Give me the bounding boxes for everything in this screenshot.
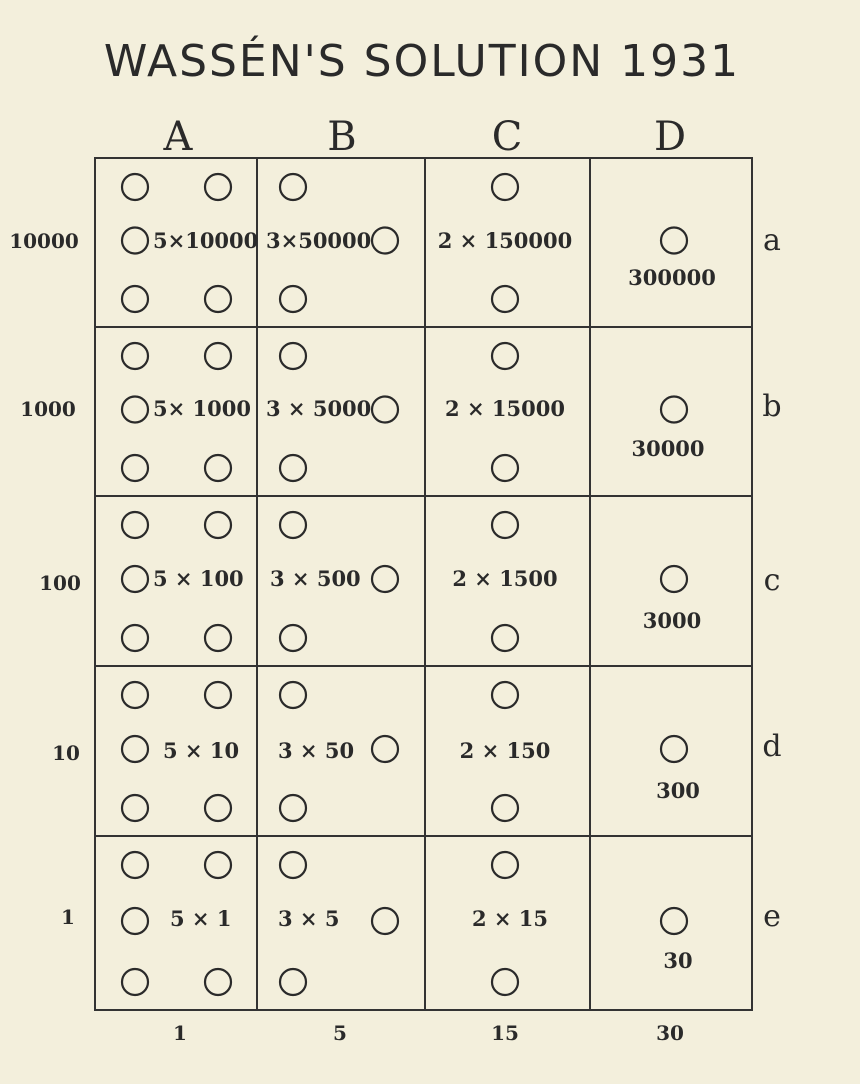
coin-circle — [205, 625, 231, 651]
cell-label-b-col-d: 30000 — [631, 436, 705, 461]
row-value-e: 1 — [61, 905, 75, 929]
column-header-b: B — [327, 114, 357, 160]
coin-circle — [122, 625, 148, 651]
cell-label-c-col-a: 5 × 100 — [153, 566, 244, 591]
column-header-a: A — [163, 114, 193, 160]
coin-circle — [372, 908, 398, 934]
coin-circle — [205, 852, 231, 878]
coin-circle — [280, 286, 306, 312]
row-value-a: 10000 — [9, 229, 79, 253]
coin-circle — [372, 566, 398, 592]
coin-circle — [122, 566, 148, 592]
coin-circle — [280, 625, 306, 651]
column-header-c: C — [491, 114, 523, 160]
cell-label-e-col-a: 5 × 1 — [170, 906, 232, 931]
cell-label-e-col-b: 3 × 5 — [278, 906, 340, 931]
coin-circle — [122, 397, 148, 423]
cell-label-e-col-d: 30 — [663, 948, 693, 973]
row-value-b: 1000 — [20, 397, 76, 421]
coin-circle — [280, 852, 306, 878]
coin-circle — [492, 852, 518, 878]
cell-label-b-col-b: 3 × 5000 — [266, 396, 372, 421]
cell-label-b-col-a: 5× 1000 — [153, 396, 251, 421]
coin-circle — [492, 286, 518, 312]
title: WASSÉN'S SOLUTION 1931 — [103, 36, 741, 87]
row-letter-a: a — [763, 223, 781, 258]
coin-circle — [661, 228, 687, 254]
cell-label-a-col-b: 3×50000 — [266, 228, 372, 253]
cell-label-c-col-d: 3000 — [642, 608, 702, 633]
coin-circle — [492, 343, 518, 369]
coin-circle — [205, 286, 231, 312]
cell-label-d-col-a: 5 × 10 — [163, 738, 240, 763]
coin-circle — [492, 969, 518, 995]
coin-circle — [122, 908, 148, 934]
row-value-c: 100 — [39, 571, 81, 595]
coin-circle — [280, 795, 306, 821]
coin-circle — [280, 174, 306, 200]
row-letter-c: c — [763, 563, 781, 598]
coin-circle — [122, 228, 148, 254]
coin-circle — [492, 455, 518, 481]
row-value-d: 10 — [52, 741, 80, 765]
coin-circle — [372, 228, 398, 254]
coin-circle — [372, 736, 398, 762]
coin-circle — [122, 736, 148, 762]
coin-circle — [661, 908, 687, 934]
coin-circle — [492, 512, 518, 538]
coin-circle — [372, 397, 398, 423]
coin-circle — [122, 174, 148, 200]
cell-label-c-col-c: 2 × 1500 — [452, 566, 558, 591]
coin-circle — [280, 343, 306, 369]
coin-circle — [205, 343, 231, 369]
coin-circle — [280, 512, 306, 538]
coin-circle — [122, 852, 148, 878]
cell-label-a-col-c: 2 × 150000 — [437, 228, 573, 253]
coin-circle — [205, 969, 231, 995]
coin-circle — [122, 682, 148, 708]
coin-circle — [661, 736, 687, 762]
coin-circle — [280, 969, 306, 995]
column-value-d: 30 — [656, 1021, 684, 1045]
coin-circle — [280, 455, 306, 481]
coin-circle — [122, 343, 148, 369]
cell-label-d-col-c: 2 × 150 — [459, 738, 551, 763]
coin-circle — [122, 512, 148, 538]
coin-circle — [492, 174, 518, 200]
column-header-d: D — [653, 114, 687, 160]
coin-circle — [205, 795, 231, 821]
coin-circle — [205, 512, 231, 538]
cell-label-d-col-b: 3 × 50 — [278, 738, 355, 763]
coin-circle — [280, 682, 306, 708]
coin-circle — [492, 682, 518, 708]
coin-circle — [661, 397, 687, 423]
coin-circle — [122, 969, 148, 995]
cell-label-c-col-b: 3 × 500 — [270, 566, 361, 591]
coin-circle — [122, 795, 148, 821]
coin-circle — [122, 455, 148, 481]
coin-circle — [205, 174, 231, 200]
cell-label-a-col-a: 5×10000 — [153, 228, 259, 253]
coin-circle — [661, 566, 687, 592]
row-letter-e: e — [763, 899, 781, 934]
coin-circle — [492, 625, 518, 651]
column-value-a: 1 — [173, 1021, 187, 1045]
cell-label-d-col-d: 300 — [656, 778, 700, 803]
cell-label-e-col-c: 2 × 15 — [471, 906, 549, 931]
coin-circle — [492, 795, 518, 821]
row-letter-b: b — [762, 389, 782, 424]
coin-circle — [205, 455, 231, 481]
cell-label-b-col-c: 2 × 15000 — [445, 396, 565, 421]
row-letter-d: d — [762, 729, 782, 764]
coin-circle — [205, 682, 231, 708]
coin-circle — [122, 286, 148, 312]
column-value-b: 5 — [333, 1021, 347, 1045]
cell-label-a-col-d: 300000 — [628, 265, 716, 290]
column-value-c: 15 — [491, 1021, 519, 1045]
